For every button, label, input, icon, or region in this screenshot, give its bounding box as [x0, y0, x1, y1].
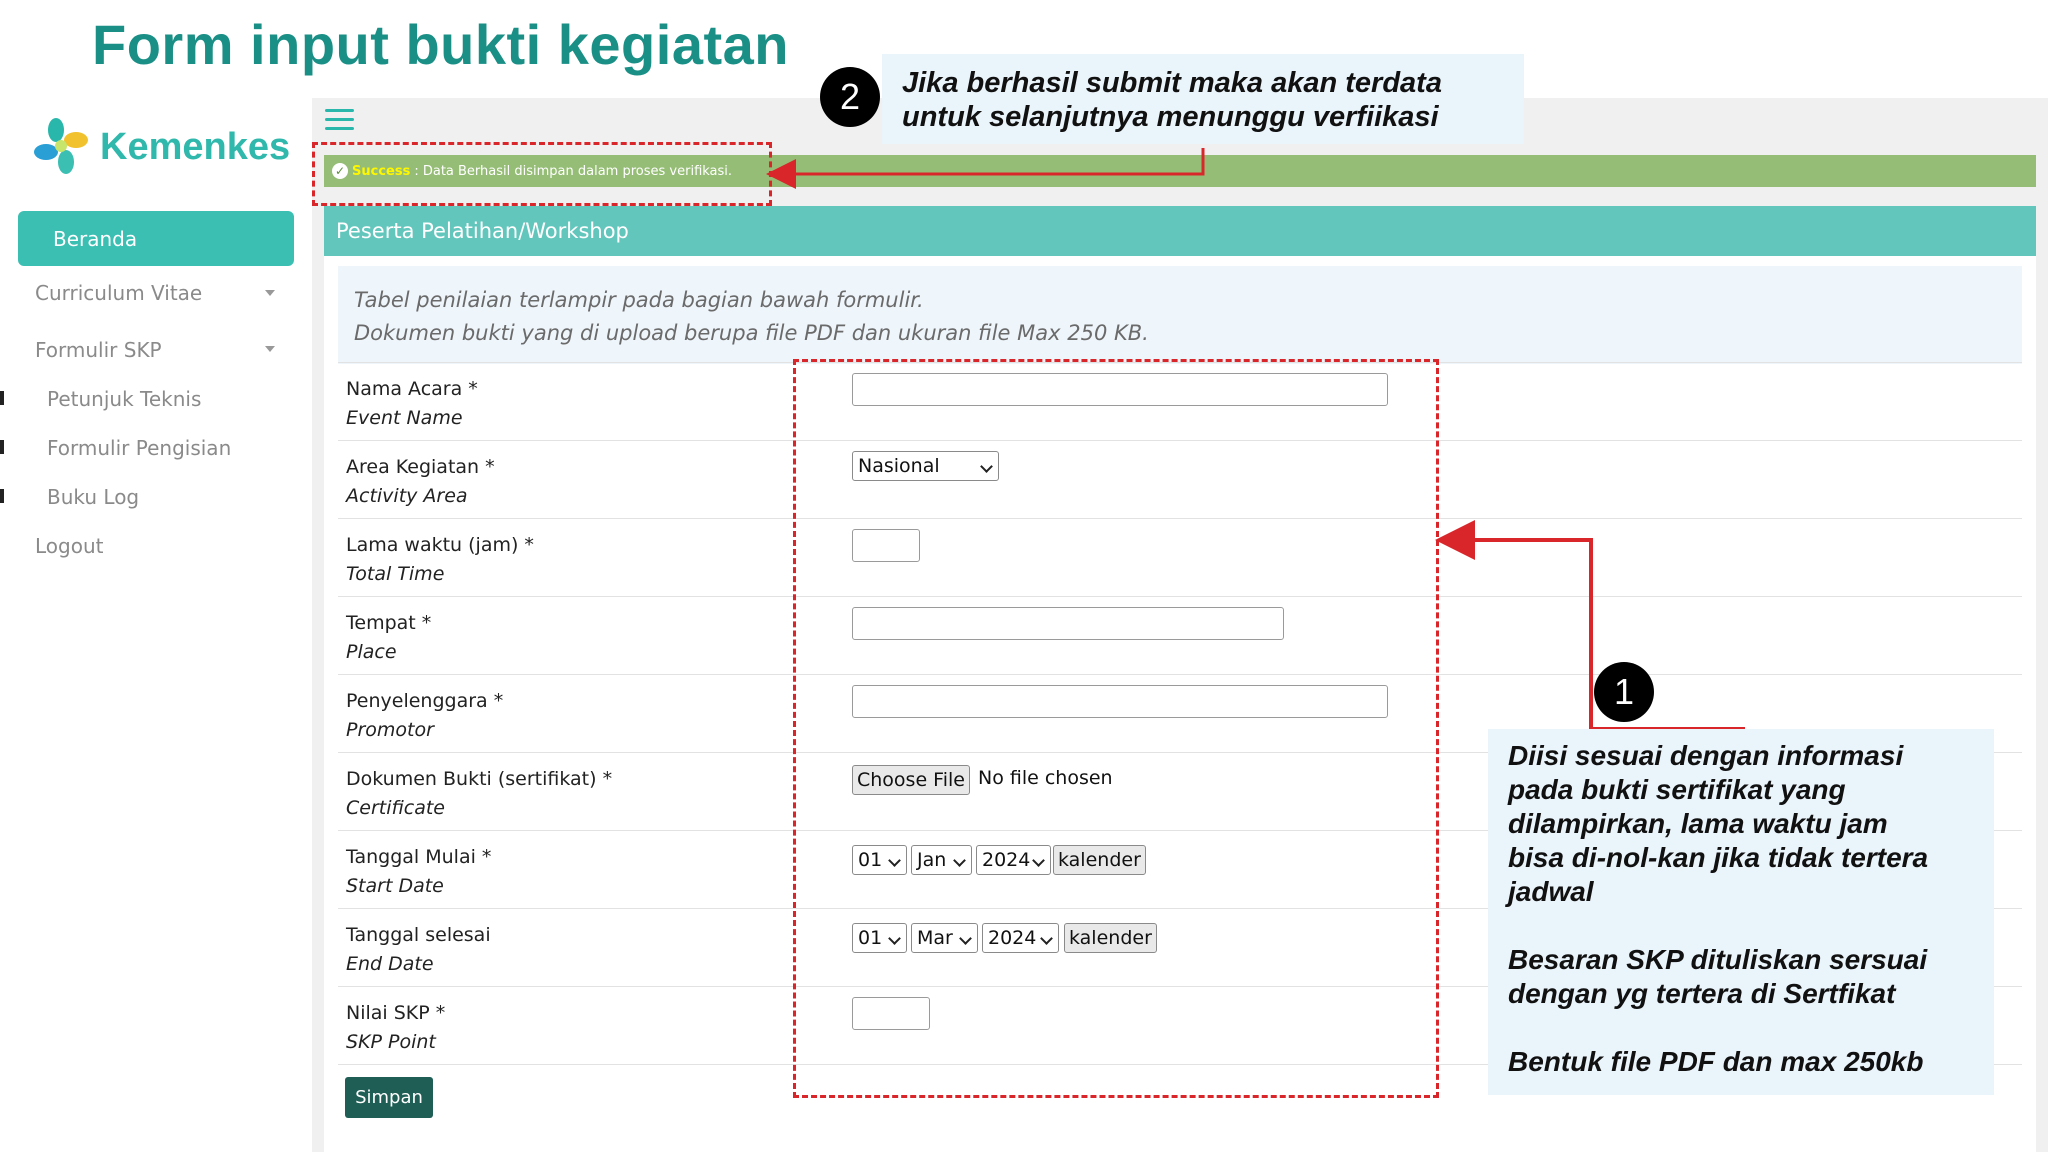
sidebar-item-formulir-skp[interactable]: Formulir SKP [35, 338, 162, 362]
step-2-badge: 2 [820, 67, 880, 127]
save-button[interactable]: Simpan [345, 1077, 433, 1118]
card-title: Peserta Pelatihan/Workshop [324, 206, 2036, 256]
field-label: Tanggal Mulai * Start Date [346, 846, 492, 897]
sidebar-item-beranda[interactable] [18, 211, 294, 266]
sidebar-item-curriculum-vitae[interactable]: Curriculum Vitae [35, 281, 203, 305]
bullet-icon [0, 489, 4, 503]
field-label: Nilai SKP * SKP Point [346, 1002, 446, 1053]
callout-step-2: Jika berhasil submit maka akan terdata untuk selanjutnya menunggu verfiikasi [882, 54, 1524, 144]
info-box [338, 266, 2022, 364]
field-label: Area Kegiatan * Activity Area [346, 456, 495, 507]
start-day-select[interactable]: 01 [852, 845, 907, 875]
hamburger-menu-icon[interactable] [325, 109, 354, 131]
field-label: Lama waktu (jam) * Total Time [346, 534, 534, 585]
sidebar-item-logout[interactable]: Logout [35, 534, 104, 558]
info-line: Tabel penilaian terlampir pada bagian bawah formulir. [354, 288, 924, 312]
chevron-down-icon [265, 346, 275, 352]
step-1-badge: 1 [1594, 662, 1654, 722]
alert-message: : Data Berhasil disimpan dalam proses verifikasi. [414, 163, 733, 179]
check-circle-icon: ✓ [332, 163, 348, 179]
field-label: Dokumen Bukti (sertifikat) * Certificate [346, 768, 613, 819]
sidebar-item-label: Beranda [53, 226, 138, 251]
alert-status: Success [352, 163, 411, 179]
sidebar-item-petunjuk-teknis[interactable]: Petunjuk Teknis [47, 387, 202, 411]
chevron-down-icon [265, 290, 275, 296]
end-calendar-button[interactable]: kalender [1064, 923, 1157, 953]
field-label: Tanggal selesai End Date [346, 924, 491, 975]
sidebar-item-buku-log[interactable]: Buku Log [47, 485, 140, 509]
bullet-icon [0, 440, 4, 454]
file-status-text: No file chosen [978, 767, 1113, 789]
info-line: Dokumen bukti yang di upload berupa file PDF dan ukuran file Max 250 KB. [354, 321, 1149, 345]
sidebar-item-formulir-pengisian[interactable]: Formulir Pengisian [47, 436, 232, 460]
slide-title: Form input bukti kegiatan [92, 13, 789, 76]
field-label: Nama Acara * Event Name [346, 378, 478, 429]
end-month-select[interactable]: Mar [911, 923, 978, 953]
start-calendar-button[interactable]: kalender [1053, 845, 1146, 875]
callout-step-1: Diisi sesuai dengan informasi pada bukti sertifikat yang dilampirkan, lama waktu jam bisa di-nol-kan jika tidak tertera jadwal Besaran SKP dituliskan sersuai dengan yg tertera di Sertfikat Bentuk file PDF dan max 250kb [1488, 729, 1994, 1095]
logo-text: Kemenkes [100, 125, 291, 168]
end-year-select[interactable]: 2024 [982, 923, 1059, 953]
bullet-icon [0, 391, 4, 405]
kemenkes-logo-icon [34, 118, 90, 176]
form-highlight-box [793, 359, 1439, 1098]
kemenkes-logo[interactable] [34, 118, 290, 176]
choose-file-button[interactable]: Choose File [852, 765, 970, 795]
success-highlight-box [312, 142, 772, 206]
field-label: Tempat * Place [346, 612, 432, 663]
start-year-select[interactable]: 2024 [976, 845, 1051, 875]
end-day-select[interactable]: 01 [852, 923, 907, 953]
activity-area-select[interactable]: Nasional [852, 451, 999, 481]
start-month-select[interactable]: Jan [911, 845, 972, 875]
field-label: Penyelenggara * Promotor [346, 690, 504, 741]
